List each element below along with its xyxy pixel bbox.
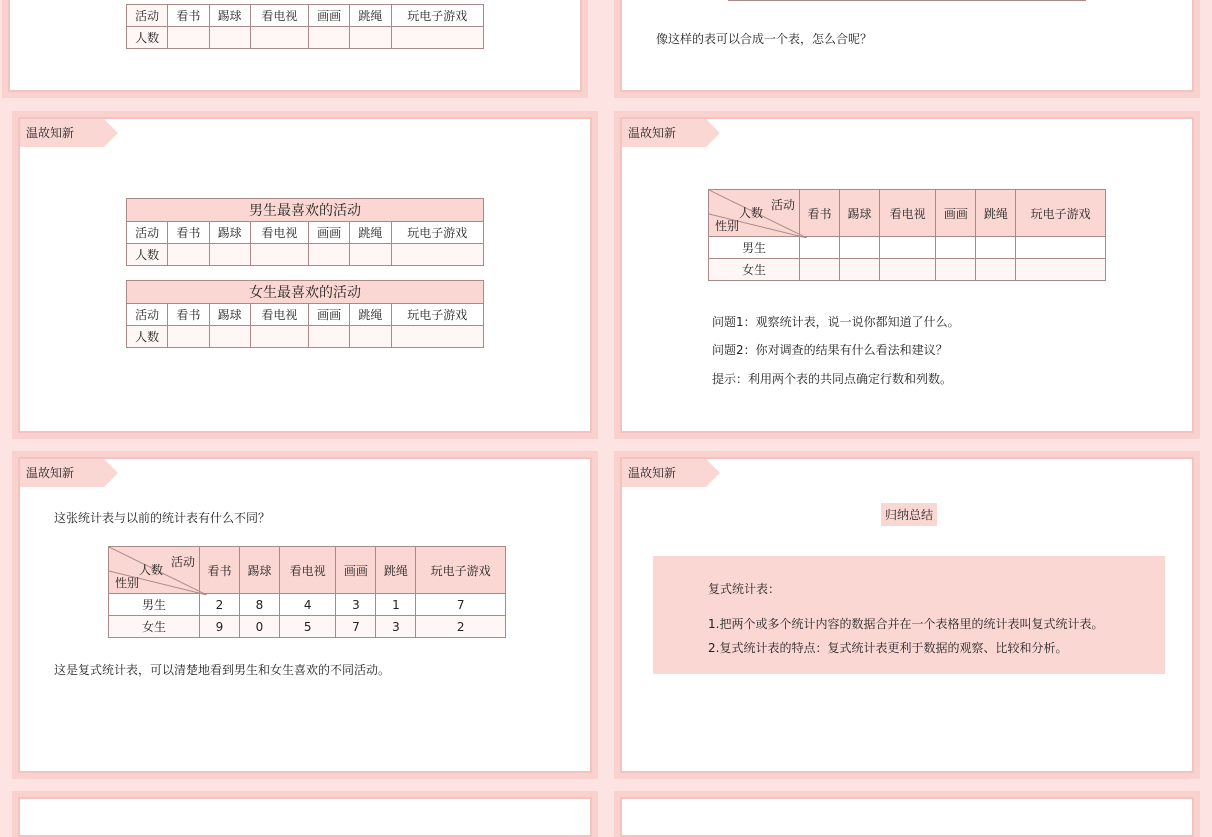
cell: 看电视 — [250, 222, 308, 244]
cell: 看书 — [168, 222, 209, 244]
cell — [168, 27, 209, 49]
cell: 9 — [200, 616, 240, 638]
col-header: 踢球 — [239, 547, 279, 594]
header-activity: 活动 — [170, 555, 195, 569]
slide-top-right — [620, 0, 1194, 92]
summary-box — [653, 556, 1165, 674]
header-count: 人数 — [739, 206, 764, 220]
row-label-activity: 活动 — [127, 304, 168, 326]
cell — [209, 326, 250, 348]
section-tag: 温故知新 — [622, 119, 706, 147]
cell — [995, 0, 1025, 1]
cell — [391, 244, 483, 266]
section-tag: 温故知新 — [20, 459, 104, 487]
cell: 7 — [416, 594, 506, 616]
cell — [309, 27, 350, 49]
slide-summary — [620, 457, 1194, 773]
cell: 8 — [239, 594, 279, 616]
row-label-girls: 女生 — [709, 259, 800, 281]
cell: 5 — [279, 616, 336, 638]
cell: 玩电子游戏 — [391, 222, 483, 244]
cell: 0 — [239, 616, 279, 638]
question-2: 问题2：你对调查的结果有什么看法和建议？ — [712, 343, 948, 357]
col-header: 跳绳 — [376, 547, 416, 594]
cell: 玩电子游戏 — [391, 5, 483, 27]
difference-question: 这张统计表与以前的统计表有什么不同？ — [54, 511, 271, 525]
row-label-count: 人数 — [127, 326, 168, 348]
cell — [904, 0, 934, 1]
merge-question: 像这样的表可以合成一个表，怎么合呢？ — [656, 32, 873, 46]
slide-bottom-left-partial — [18, 797, 592, 837]
cell: 1 — [376, 594, 416, 616]
cell — [936, 259, 976, 281]
col-header: 踢球 — [839, 190, 879, 237]
row-label-boys: 男生 — [709, 237, 800, 259]
cell — [250, 27, 308, 49]
cell — [1025, 0, 1055, 1]
cell: 画画 — [309, 222, 350, 244]
cell — [839, 237, 879, 259]
cell: 看书 — [168, 304, 209, 326]
cell — [309, 326, 350, 348]
cell — [800, 259, 840, 281]
cell: 画画 — [309, 304, 350, 326]
cell: 踢球 — [209, 304, 250, 326]
row-label-boys: 男生 — [109, 594, 200, 616]
cell — [350, 326, 391, 348]
row-label-count: 人数 — [127, 27, 168, 49]
col-header: 看电视 — [279, 547, 336, 594]
cell — [934, 0, 964, 1]
cell — [976, 237, 1016, 259]
section-tag: 温故知新 — [20, 119, 104, 147]
cell — [879, 259, 936, 281]
col-header: 看书 — [200, 547, 240, 594]
cell — [391, 27, 483, 49]
slide-two-tables — [18, 117, 592, 433]
col-header: 跳绳 — [976, 190, 1016, 237]
combined-empty-table — [708, 189, 1106, 281]
slide-combined-filled — [18, 457, 592, 773]
cell — [209, 27, 250, 49]
diagonal-header — [109, 547, 200, 594]
cell — [964, 0, 994, 1]
row-label-activity: 活动 — [127, 222, 168, 244]
summary-title: 归纳总结 — [881, 503, 937, 526]
slide-bottom-right-partial — [620, 797, 1194, 837]
cell: 2 — [416, 616, 506, 638]
cell — [391, 326, 483, 348]
cell — [168, 244, 209, 266]
header-activity: 活动 — [770, 198, 795, 212]
header-count: 人数 — [139, 563, 164, 577]
cell: 3 — [336, 594, 376, 616]
cell — [350, 244, 391, 266]
girls-table-title: 女生最喜欢的活动 — [127, 281, 484, 304]
cell — [1055, 0, 1085, 1]
conclusion-text: 这是复式统计表，可以清楚地看到男生和女生喜欢的不同活动。 — [54, 663, 391, 677]
boys-table-title: 男生最喜欢的活动 — [127, 199, 484, 222]
hint: 提示：利用两个表的共同点确定行数和列数。 — [712, 372, 953, 386]
cell — [1016, 237, 1106, 259]
boys-table — [126, 198, 484, 266]
col-header: 玩电子游戏 — [416, 547, 506, 594]
combined-filled-table — [108, 546, 506, 638]
cell — [800, 237, 840, 259]
cell — [976, 259, 1016, 281]
col-header: 看电视 — [879, 190, 936, 237]
cell — [309, 244, 350, 266]
cell — [250, 326, 308, 348]
cell — [350, 27, 391, 49]
cell: 跳绳 — [350, 304, 391, 326]
cell: 踢球 — [209, 5, 250, 27]
cell: 看电视 — [250, 5, 308, 27]
cell: 玩电子游戏 — [391, 304, 483, 326]
col-header: 画画 — [336, 547, 376, 594]
diagonal-header — [709, 190, 800, 237]
cell: 3 — [376, 616, 416, 638]
summary-point-1: 1.把两个或多个统计内容的数据合并在一个表格里的统计表叫复式统计表。 — [708, 617, 1104, 631]
cell: 4 — [279, 594, 336, 616]
header-gender: 性别 — [715, 219, 740, 233]
cell — [839, 259, 879, 281]
cell: 跳绳 — [350, 5, 391, 27]
row-label-girls: 女生 — [109, 616, 200, 638]
summary-heading: 复式统计表： — [708, 582, 781, 596]
slide-combined-empty — [620, 117, 1194, 433]
cell: 看书 — [168, 5, 209, 27]
col-header: 画画 — [936, 190, 976, 237]
cell: 踢球 — [209, 222, 250, 244]
cell — [879, 237, 936, 259]
single-stat-table — [126, 4, 484, 49]
cell — [1016, 259, 1106, 281]
cell — [209, 244, 250, 266]
row-label-activity: 活动 — [127, 5, 168, 27]
cell — [168, 326, 209, 348]
cell: 看电视 — [250, 304, 308, 326]
col-header: 玩电子游戏 — [1016, 190, 1106, 237]
col-header: 看书 — [800, 190, 840, 237]
cell: 7 — [336, 616, 376, 638]
section-tag: 温故知新 — [622, 459, 706, 487]
header-gender: 性别 — [115, 576, 140, 590]
cell — [250, 244, 308, 266]
slide-top-left — [8, 0, 582, 92]
cell: 跳绳 — [350, 222, 391, 244]
summary-point-2: 2.复式统计表的特点：复式统计表更利于数据的观察、比较和分析。 — [708, 641, 1068, 655]
partial-table — [728, 0, 1086, 1]
row-label-count: 人数 — [127, 244, 168, 266]
cell — [936, 237, 976, 259]
cell: 2 — [200, 594, 240, 616]
question-1: 问题1：观察统计表，说一说你都知道了什么。 — [712, 315, 960, 329]
girls-table — [126, 280, 484, 348]
cell: 画画 — [309, 5, 350, 27]
row-label-count — [729, 0, 905, 1]
